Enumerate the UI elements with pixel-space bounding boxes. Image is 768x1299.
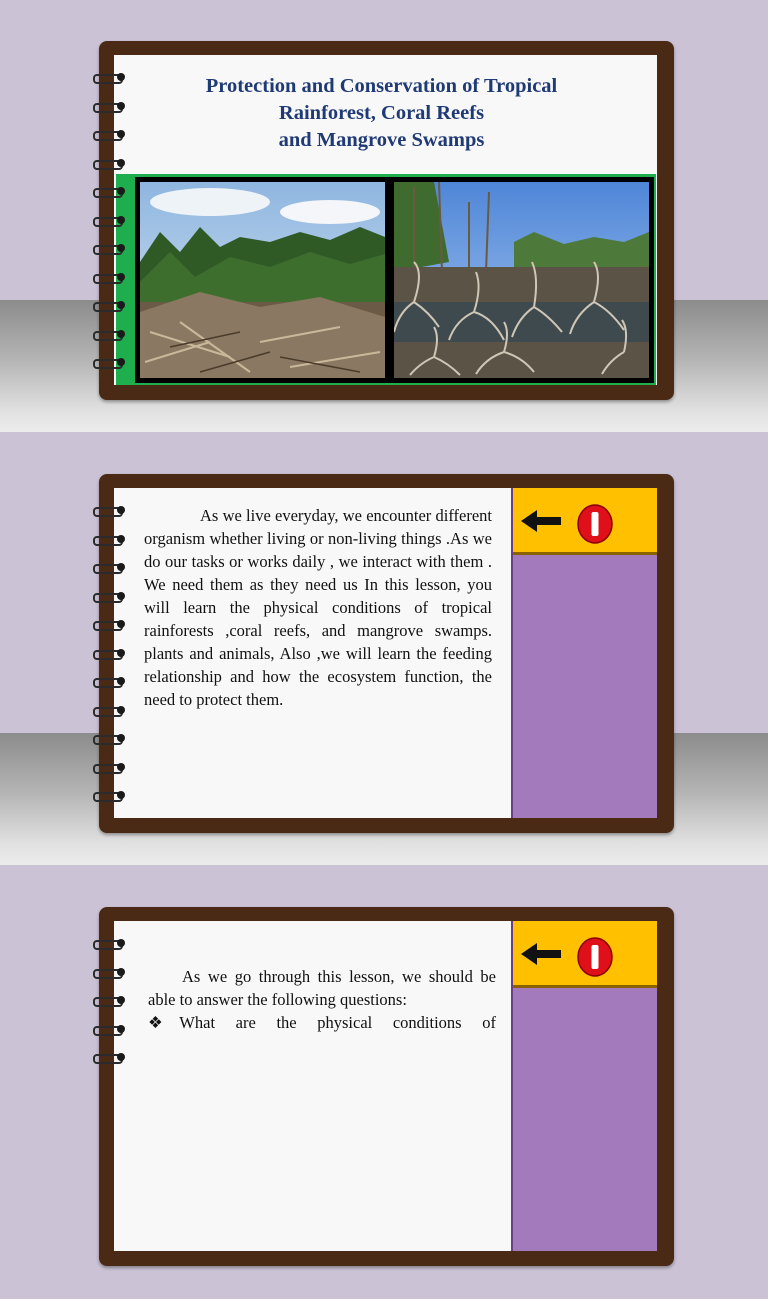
spiral-binding: [93, 935, 133, 1078]
question-bullet: ❖What are the physical conditions of: [148, 1013, 496, 1032]
spiral-binding: [93, 502, 133, 816]
side-panel: [511, 488, 657, 818]
notebook-page: [114, 55, 657, 385]
photo-frame: [135, 177, 654, 383]
stop-icon[interactable]: [577, 937, 613, 977]
photo-strip: [116, 174, 656, 385]
forest-clearing-photo: [140, 182, 385, 378]
slide-title: [154, 73, 609, 154]
slide-3: [0, 866, 768, 1299]
notebook-frame: [99, 41, 674, 400]
dead-mangrove-swamp-photo: [394, 182, 649, 378]
slide-1: [0, 0, 768, 433]
spiral-binding: [93, 69, 133, 383]
title-line: and Mangrove Swamps: [278, 129, 485, 151]
nav-bar: [513, 488, 657, 555]
paragraph-text: As we go through this lesson, we should be able to answer the following questions:: [148, 967, 496, 1009]
side-panel: [511, 921, 657, 1251]
stop-icon[interactable]: [577, 504, 613, 544]
title-line: Protection and Conservation of Tropical: [205, 75, 558, 97]
back-arrow-icon[interactable]: [521, 510, 565, 532]
notebook-page: [114, 488, 657, 818]
slide-2: [0, 433, 768, 866]
paragraph-text: As we live everyday, we encounter different organism whether living or non-living things .As we do our tasks or works daily , we interact with them . We need them as they need us In this lesson, you will learn the physical conditions of tropical rainforests ,coral reefs, and mangrove swamps. plants and animals, Also ,we will learn the feeding relationship and how the ecosystem function, the need to protect them.: [144, 506, 492, 709]
lesson-paragraph: [144, 504, 492, 711]
back-arrow-icon[interactable]: [521, 943, 565, 965]
notebook-page: [114, 921, 657, 1251]
nav-bar: [513, 921, 657, 988]
title-line: Rainforest, Coral Reefs: [278, 102, 485, 124]
notebook-frame: [99, 474, 674, 833]
notebook-frame: [99, 907, 674, 1266]
